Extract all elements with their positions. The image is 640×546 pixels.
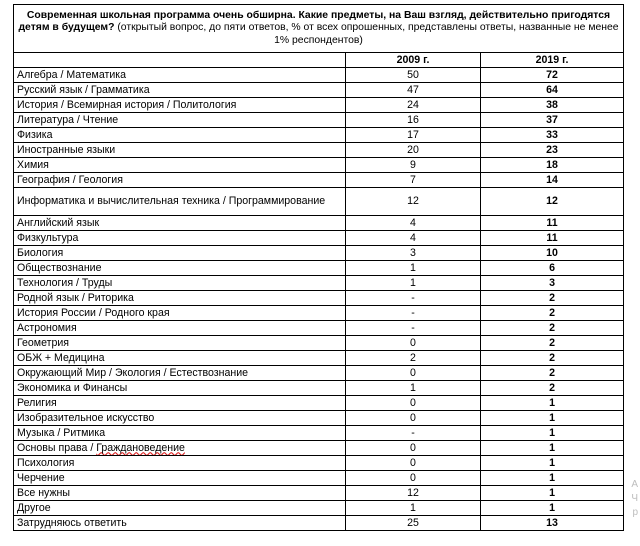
header-2019: 2019 г. bbox=[481, 53, 624, 68]
value-2009: 24 bbox=[346, 98, 481, 113]
subject-cell: Английский язык bbox=[14, 216, 346, 231]
table-row bbox=[14, 396, 624, 411]
value-2019: 11 bbox=[481, 216, 624, 231]
value-2019: 2 bbox=[481, 336, 624, 351]
value-2019: 37 bbox=[481, 113, 624, 128]
header-subject-cell bbox=[14, 53, 346, 68]
table-row bbox=[14, 381, 624, 396]
header-row bbox=[14, 53, 624, 68]
table-row bbox=[14, 321, 624, 336]
table-row bbox=[14, 456, 624, 471]
subject-cell: Религия bbox=[14, 396, 346, 411]
subject-cell: Родной язык / Риторика bbox=[14, 291, 346, 306]
subject-cell: ОБЖ + Медицина bbox=[14, 351, 346, 366]
table-row bbox=[14, 246, 624, 261]
value-2009: 50 bbox=[346, 68, 481, 83]
table-row bbox=[14, 261, 624, 276]
value-2009: 0 bbox=[346, 396, 481, 411]
value-2009: - bbox=[346, 306, 481, 321]
subject-cell: Затрудняюсь ответить bbox=[14, 516, 346, 531]
table-row bbox=[14, 128, 624, 143]
value-2019: 33 bbox=[481, 128, 624, 143]
value-2009: 4 bbox=[346, 231, 481, 246]
subject-cell: Алгебра / Математика bbox=[14, 68, 346, 83]
question-note: (открытый вопрос, до пяти ответов, % от всех опрошенных, представлены ответы, названные не менее 1% респондентов) bbox=[117, 22, 619, 46]
value-2019: 2 bbox=[481, 351, 624, 366]
subject-cell: Все нужны bbox=[14, 486, 346, 501]
value-2009: 1 bbox=[346, 381, 481, 396]
value-2019: 72 bbox=[481, 68, 624, 83]
value-2019: 64 bbox=[481, 83, 624, 98]
value-2009: 7 bbox=[346, 173, 481, 188]
value-2009: 16 bbox=[346, 113, 481, 128]
value-2009: - bbox=[346, 291, 481, 306]
table-row bbox=[14, 158, 624, 173]
subject-cell: Химия bbox=[14, 158, 346, 173]
value-2009: 2 bbox=[346, 351, 481, 366]
table-row bbox=[14, 68, 624, 83]
value-2019: 38 bbox=[481, 98, 624, 113]
value-2009: 12 bbox=[346, 486, 481, 501]
table-row bbox=[14, 441, 624, 456]
table-row bbox=[14, 501, 624, 516]
subject-cell: Физкультура bbox=[14, 231, 346, 246]
table-row bbox=[14, 216, 624, 231]
value-2019: 1 bbox=[481, 486, 624, 501]
table-row bbox=[14, 516, 624, 531]
subject-cell: История России / Родного края bbox=[14, 306, 346, 321]
value-2019: 2 bbox=[481, 291, 624, 306]
value-2009: 0 bbox=[346, 471, 481, 486]
table-row bbox=[14, 291, 624, 306]
edge-letter: А bbox=[631, 479, 638, 490]
value-2019: 2 bbox=[481, 381, 624, 396]
subject-cell: Астрономия bbox=[14, 321, 346, 336]
value-2009: 0 bbox=[346, 366, 481, 381]
table-row bbox=[14, 486, 624, 501]
value-2009: 20 bbox=[346, 143, 481, 158]
value-2019: 12 bbox=[481, 188, 624, 216]
value-2009: 0 bbox=[346, 411, 481, 426]
question-caption bbox=[14, 5, 624, 53]
value-2019: 10 bbox=[481, 246, 624, 261]
table-row bbox=[14, 306, 624, 321]
value-2009: - bbox=[346, 426, 481, 441]
subject-cell: Черчение bbox=[14, 471, 346, 486]
value-2019: 6 bbox=[481, 261, 624, 276]
subject-cell: Изобразительное искусство bbox=[14, 411, 346, 426]
table-row bbox=[14, 276, 624, 291]
value-2009: - bbox=[346, 321, 481, 336]
value-2009: 1 bbox=[346, 501, 481, 516]
value-2009: 1 bbox=[346, 276, 481, 291]
subject-cell: Обществознание bbox=[14, 261, 346, 276]
value-2009: 1 bbox=[346, 261, 481, 276]
table-row bbox=[14, 83, 624, 98]
survey-table bbox=[13, 4, 624, 531]
value-2019: 2 bbox=[481, 366, 624, 381]
subject-cell: Технология / Труды bbox=[14, 276, 346, 291]
value-2019: 1 bbox=[481, 441, 624, 456]
table-row bbox=[14, 188, 624, 216]
subject-cell: Экономика и Финансы bbox=[14, 381, 346, 396]
value-2019: 23 bbox=[481, 143, 624, 158]
value-2009: 12 bbox=[346, 188, 481, 216]
subject-cell: Другое bbox=[14, 501, 346, 516]
value-2019: 3 bbox=[481, 276, 624, 291]
value-2019: 13 bbox=[481, 516, 624, 531]
value-2019: 2 bbox=[481, 306, 624, 321]
value-2009: 0 bbox=[346, 456, 481, 471]
subject-cell: География / Геология bbox=[14, 173, 346, 188]
value-2019: 1 bbox=[481, 426, 624, 441]
table-row bbox=[14, 351, 624, 366]
value-2009: 0 bbox=[346, 441, 481, 456]
value-2019: 1 bbox=[481, 396, 624, 411]
value-2009: 9 bbox=[346, 158, 481, 173]
edge-watermark-text bbox=[626, 478, 638, 520]
header-2009: 2009 г. bbox=[346, 53, 481, 68]
subject-cell: Психология bbox=[14, 456, 346, 471]
value-2009: 0 bbox=[346, 336, 481, 351]
subject-cell: Окружающий Мир / Экология / Естествознание bbox=[14, 366, 346, 381]
subject-cell: Иностранные языки bbox=[14, 143, 346, 158]
value-2019: 11 bbox=[481, 231, 624, 246]
subject-cell: Биология bbox=[14, 246, 346, 261]
value-2019: 14 bbox=[481, 173, 624, 188]
table-row bbox=[14, 366, 624, 381]
table-row bbox=[14, 426, 624, 441]
value-2019: 1 bbox=[481, 456, 624, 471]
table-row bbox=[14, 143, 624, 158]
table-row bbox=[14, 471, 624, 486]
subject-cell: История / Всемирная история / Политология bbox=[14, 98, 346, 113]
value-2009: 25 bbox=[346, 516, 481, 531]
value-2009: 17 bbox=[346, 128, 481, 143]
subject-cell: Геометрия bbox=[14, 336, 346, 351]
question-text: Современная школьная программа очень обширна. Какие предметы, на Ваш взгляд, действительно пригодятся детям в будущем? bbox=[18, 9, 611, 34]
table-row bbox=[14, 98, 624, 113]
subject-prefix: Основы права / bbox=[17, 441, 97, 454]
value-2019: 1 bbox=[481, 471, 624, 486]
value-2009: 47 bbox=[346, 83, 481, 98]
subject-cell: Физика bbox=[14, 128, 346, 143]
value-2009: 3 bbox=[346, 246, 481, 261]
edge-letter: Ч bbox=[631, 493, 638, 504]
table-row bbox=[14, 173, 624, 188]
subject-cell bbox=[14, 441, 346, 456]
table-row bbox=[14, 113, 624, 128]
table-row bbox=[14, 336, 624, 351]
value-2019: 1 bbox=[481, 501, 624, 516]
subject-cell: Музыка / Ритмика bbox=[14, 426, 346, 441]
value-2019: 1 bbox=[481, 411, 624, 426]
table-row bbox=[14, 231, 624, 246]
subject-cell: Информатика и вычислительная техника / Программирование bbox=[14, 188, 346, 216]
table-row bbox=[14, 411, 624, 426]
subject-cell: Литература / Чтение bbox=[14, 113, 346, 128]
value-2019: 18 bbox=[481, 158, 624, 173]
edge-letter: р bbox=[632, 507, 638, 518]
caption-row bbox=[14, 5, 624, 53]
value-2009: 4 bbox=[346, 216, 481, 231]
subject-cell: Русский язык / Грамматика bbox=[14, 83, 346, 98]
spellcheck-marked-word: Граждановедение bbox=[96, 441, 185, 454]
value-2019: 2 bbox=[481, 321, 624, 336]
